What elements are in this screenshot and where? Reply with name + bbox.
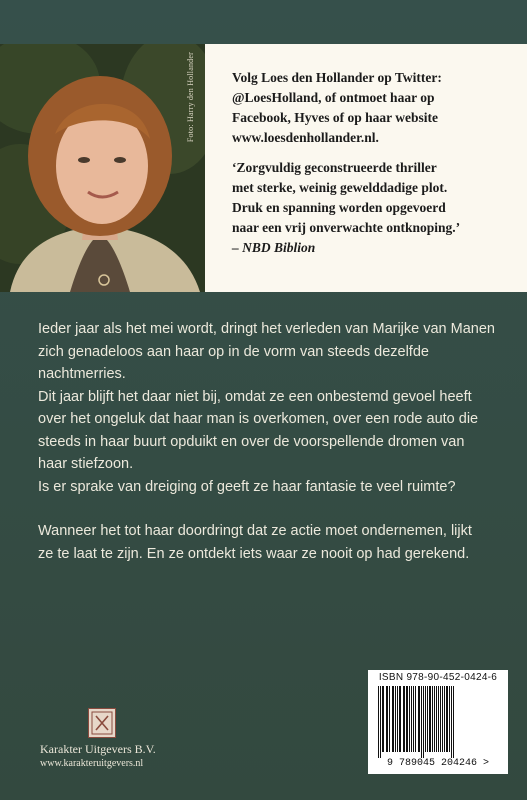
quote-line: Druk en spanning worden opgevoerd bbox=[232, 200, 446, 215]
quote-line: met sterke, weinig gewelddadige plot. bbox=[232, 180, 448, 195]
photo-credit: Foto: Harry den Hollander bbox=[186, 52, 195, 143]
blurb-line: ze te laat te zijn. En ze ontdekt iets waar ze nooit op had gerekend. bbox=[38, 545, 470, 562]
barcode-bar bbox=[453, 686, 454, 758]
barcode-bar bbox=[389, 686, 390, 752]
barcode-bar bbox=[446, 686, 448, 752]
ean-number: 9 789045 204246 > bbox=[386, 758, 490, 769]
barcode-bar bbox=[415, 686, 416, 752]
blurb-line: Wanneer het tot haar doordringt dat ze actie moet ondernemen, lijkt bbox=[38, 523, 472, 539]
blurb-line: steeds in haar buurt opduikt en over de voorspellende dromen van bbox=[38, 433, 465, 450]
barcode-bar bbox=[449, 686, 450, 752]
barcode-bar bbox=[440, 686, 441, 752]
barcode-bars bbox=[374, 686, 502, 758]
barcode-bar bbox=[434, 686, 435, 752]
barcode-bar bbox=[380, 686, 381, 758]
karakter-logo-icon bbox=[88, 708, 116, 738]
publisher-name: Karakter Uitgevers B.V. bbox=[40, 742, 156, 756]
barcode-bar bbox=[429, 686, 431, 752]
barcode-bar bbox=[418, 686, 420, 752]
info-line: @LoesHolland, of ontmoet haar op bbox=[232, 90, 435, 105]
author-photo bbox=[0, 44, 205, 292]
barcode-bar bbox=[397, 686, 398, 752]
blurb-line: over het ongeluk dat haar man is overkomen, over een rode auto die bbox=[38, 411, 479, 427]
barcode-bar bbox=[436, 686, 437, 752]
isbn-label: ISBN 978-90-452-0424-6 bbox=[378, 672, 498, 683]
quote-line: naar een vrij onverwachte ontknoping.’ bbox=[232, 220, 461, 235]
barcode-bar bbox=[438, 686, 439, 752]
barcode-bar bbox=[413, 686, 414, 752]
barcode-bar bbox=[425, 686, 426, 752]
blurb-line: haar stiefzoon. bbox=[38, 456, 134, 472]
barcode-bar bbox=[378, 686, 379, 758]
blurb-line: Dit jaar blijft het daar niet bij, omdat ze een onbestemd gevoel heeft bbox=[38, 388, 472, 405]
blurb-line: zich genadeloos aan haar op in de vorm van steeds dezelfde nachtmerries. bbox=[38, 343, 429, 382]
info-line: www.loesdenhollander.nl. bbox=[232, 130, 379, 145]
blurb-line: Ieder jaar als het mei wordt, dringt het verleden van Marijke van Manen bbox=[38, 321, 495, 337]
barcode-bar bbox=[444, 686, 445, 752]
barcode-bar bbox=[386, 686, 388, 752]
barcode-bar bbox=[451, 686, 452, 758]
barcode-bar bbox=[421, 686, 422, 758]
barcode-bar bbox=[406, 686, 408, 752]
barcode-bar bbox=[395, 686, 396, 752]
barcode-bar bbox=[392, 686, 394, 752]
blurb-text bbox=[38, 318, 508, 565]
barcode-bar bbox=[409, 686, 410, 752]
barcode-bar bbox=[432, 686, 433, 752]
barcode-bar bbox=[423, 686, 424, 758]
review-quote bbox=[232, 158, 522, 258]
quote-source: – NBD Biblion bbox=[232, 240, 316, 255]
quote-line: ‘Zorgvuldig geconstrueerde thriller bbox=[232, 160, 437, 175]
barcode-bar bbox=[427, 686, 428, 752]
publisher-url: www.karakteruitgevers.nl bbox=[40, 758, 144, 769]
barcode-bar bbox=[399, 686, 401, 752]
info-line: Volg Loes den Hollander op Twitter: bbox=[232, 70, 442, 85]
barcode-bar bbox=[403, 686, 405, 752]
barcode-bar bbox=[411, 686, 412, 752]
paragraph-gap bbox=[38, 498, 508, 520]
blurb-line: Is er sprake van dreiging of geeft ze haar fantasie te veel ruimte? bbox=[38, 478, 456, 495]
barcode bbox=[368, 670, 508, 774]
barcode-bar bbox=[382, 686, 384, 752]
info-line: Facebook, Hyves of op haar website bbox=[232, 110, 438, 125]
social-info bbox=[232, 68, 522, 148]
barcode-bar bbox=[442, 686, 443, 752]
